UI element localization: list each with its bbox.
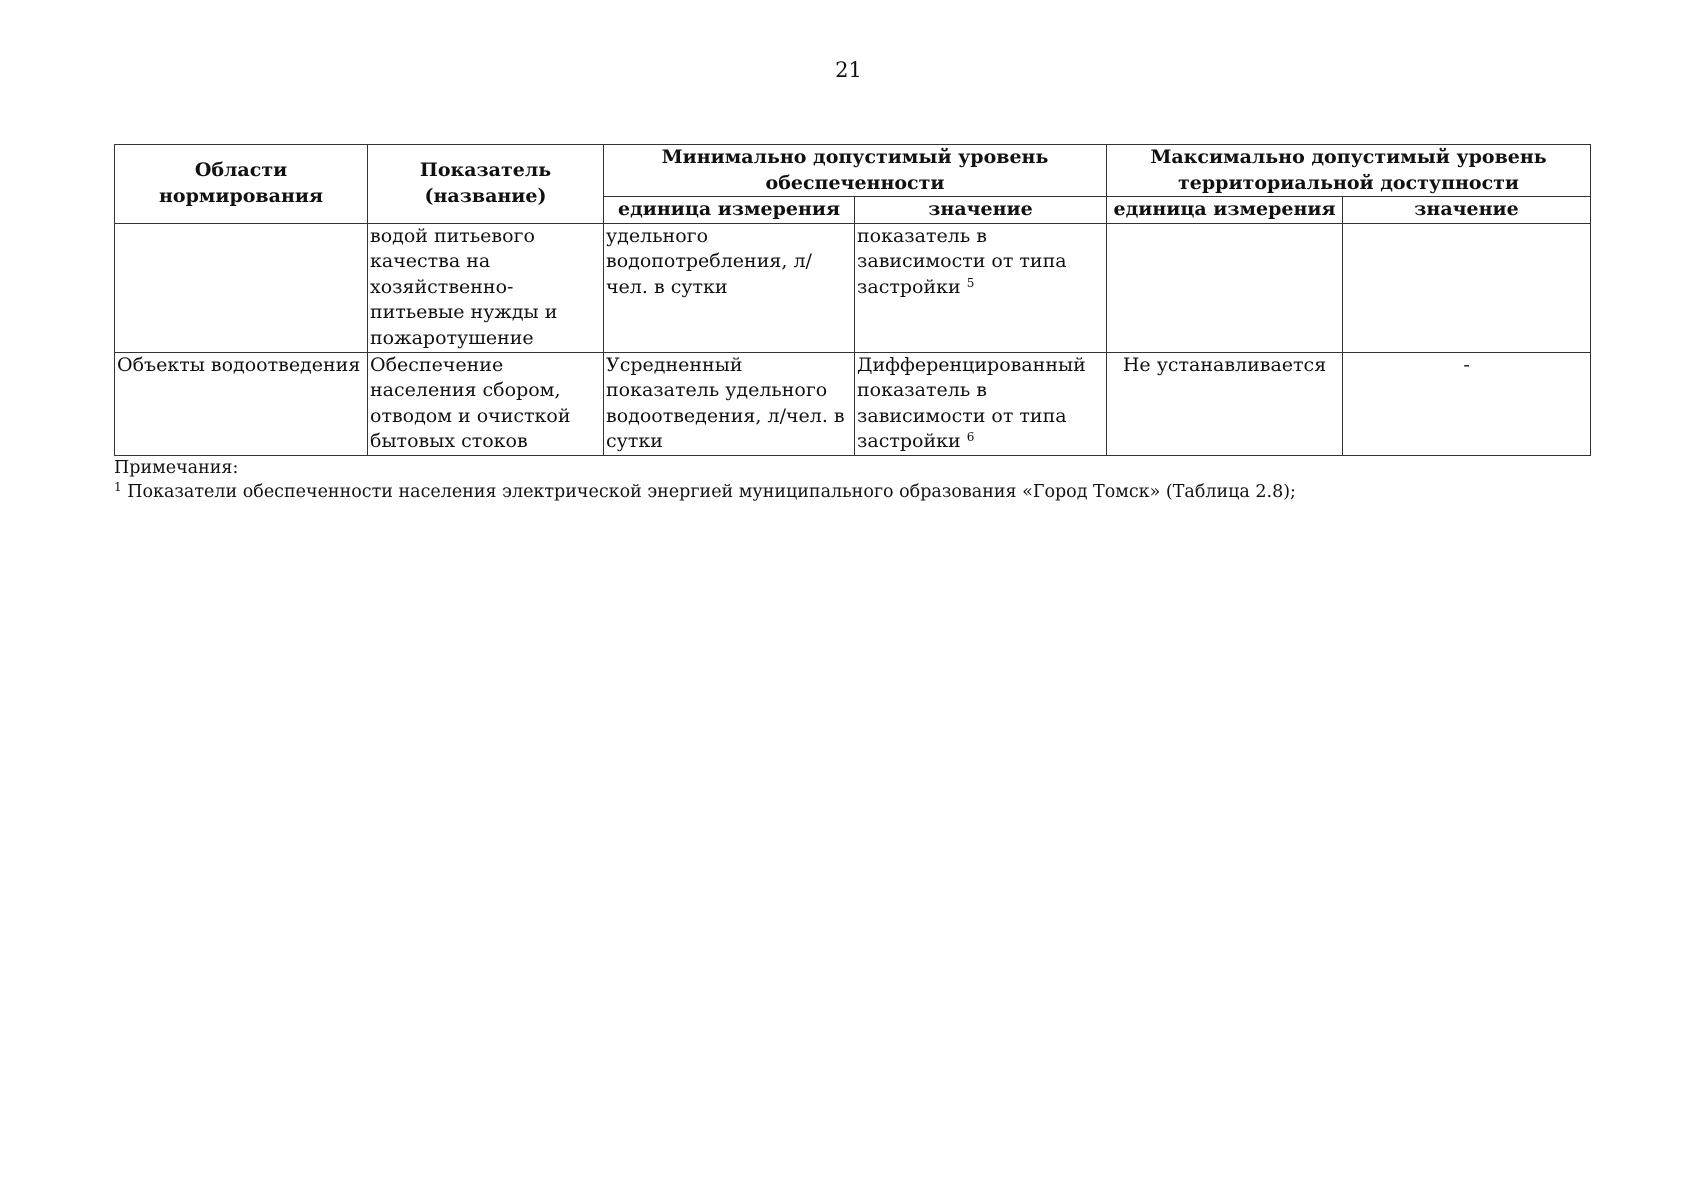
cell-min-unit: удельного водопотребления, л/чел. в сутки [604, 223, 855, 352]
header-min-value: значение [855, 197, 1107, 224]
cell-area: Объекты водоотведения [115, 352, 368, 455]
cell-indicator: водой питьевого качества на хозяйственно-питьевые нужды и пожаротушение [368, 223, 604, 352]
note-item [114, 480, 1590, 504]
cell-max-unit: Не устанавливается [1107, 352, 1343, 455]
header-min-level: Минимально допустимый уровень обеспеченности [604, 145, 1107, 197]
standards-table [114, 144, 1591, 456]
footnote-ref: 6 [966, 430, 975, 444]
cell-min-value [855, 352, 1107, 455]
page-number: 21 [835, 58, 862, 82]
header-min-unit: единица измерения [604, 197, 855, 224]
note-ref: 1 [114, 480, 122, 494]
note-text: Показатели обеспеченности населения электрической энергией муниципального образования «Город Томск» (Таблица 2.8); [127, 482, 1296, 502]
header-max-value: значение [1343, 197, 1591, 224]
cell-max-unit [1107, 223, 1343, 352]
footnote-ref: 5 [966, 275, 975, 290]
cell-min-value-text: Дифференцированный показатель в зависимости от типа застройки [857, 353, 1086, 452]
table-header-row [115, 145, 1591, 197]
table-row [115, 223, 1591, 352]
cell-max-value [1343, 223, 1591, 352]
notes-title: Примечания: [114, 458, 239, 478]
cell-area [115, 223, 368, 352]
table-row [115, 352, 1591, 455]
cell-indicator: Обеспечение населения сбором, отводом и очисткой бытовых стоков [368, 352, 604, 455]
cell-max-value: - [1343, 352, 1591, 455]
cell-min-value [855, 223, 1107, 352]
cell-min-unit: Усредненный показатель удельного водоотведения, л/чел. в сутки [604, 352, 855, 455]
header-max-level: Максимально допустимый уровень территориальной доступности [1107, 145, 1591, 197]
header-indicator: Показатель (название) [368, 145, 604, 224]
header-area: Области нормирования [115, 145, 368, 224]
notes-section [114, 456, 1590, 504]
cell-min-value-text: показатель в зависимости от типа застройки [857, 224, 1067, 298]
header-max-unit: единица измерения [1107, 197, 1343, 224]
